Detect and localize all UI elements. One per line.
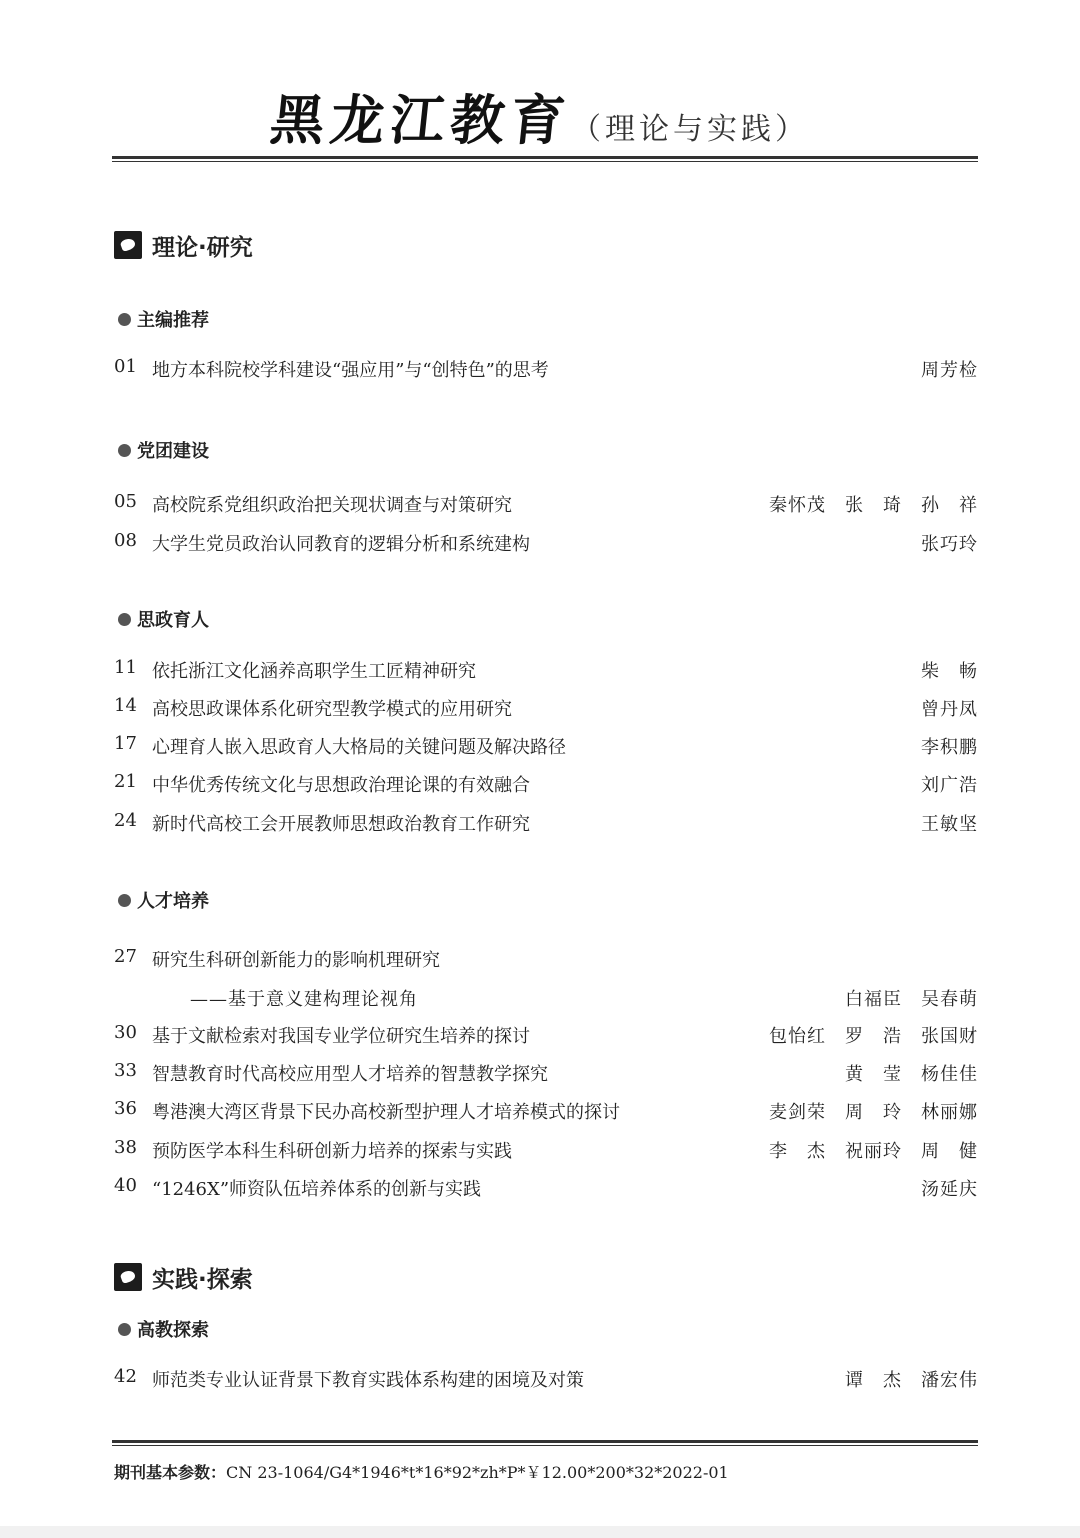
- toc-entry[interactable]: [114, 1022, 978, 1048]
- article-title: 研究生科研创新能力的影响机理研究: [152, 950, 440, 971]
- subsection-title: 主编推荐: [137, 310, 209, 331]
- parameters-label: 期刊基本参数：: [114, 1463, 227, 1482]
- masthead: [0, 78, 1080, 155]
- article-title: 心理育人嵌入思政育人大格局的关键问题及解决路径: [152, 737, 566, 758]
- page-bottom-band: [0, 1526, 1080, 1538]
- article-authors: 王敏坚: [921, 814, 978, 835]
- header-rule-thin: [112, 161, 978, 162]
- footer-rule-thick: [112, 1440, 978, 1443]
- article-title: 高校思政课体系化研究型教学模式的应用研究: [152, 699, 512, 720]
- journal-parameters: [114, 1460, 729, 1483]
- toc-entry[interactable]: [114, 1060, 978, 1086]
- heilongjiang-map-icon: [114, 231, 142, 259]
- article-authors: 张巧玲: [921, 534, 978, 555]
- page-number: 14: [114, 695, 137, 716]
- article-authors: 秦怀茂 张 琦 孙 祥: [769, 495, 978, 516]
- header-rule-thick: [112, 156, 978, 159]
- toc-entry[interactable]: [114, 657, 978, 683]
- article-authors: 谭 杰 潘宏伟: [845, 1370, 978, 1391]
- toc-entry[interactable]: [114, 695, 978, 721]
- page-number: 21: [114, 771, 137, 792]
- article-title: 大学生党员政治认同教育的逻辑分析和系统建构: [152, 534, 530, 555]
- toc-entry[interactable]: [114, 1098, 978, 1124]
- footer-rule-thin: [112, 1445, 978, 1446]
- toc-entry[interactable]: [114, 1137, 978, 1163]
- parameters-value: CN 23-1064/G4*1946*t*16*92*zh*P*￥12.00*200*32*2022-01: [226, 1463, 729, 1482]
- article-authors: 周芳检: [921, 360, 978, 381]
- page-number: 24: [114, 810, 137, 831]
- article-title: 预防医学本科生科研创新力培养的探索与实践: [152, 1141, 512, 1162]
- heilongjiang-map-icon: [114, 1263, 142, 1291]
- article-authors: 白福臣 吴春萌: [845, 989, 978, 1010]
- bullet-icon: [118, 613, 131, 626]
- bullet-icon: [118, 444, 131, 457]
- subsection-editor-recommend: [118, 306, 209, 332]
- toc-entry[interactable]: [114, 491, 978, 517]
- article-authors: 李积鹏: [921, 737, 978, 758]
- article-authors: 曾丹凤: [921, 699, 978, 720]
- article-title: 高校院系党组织政治把关现状调查与对策研究: [152, 495, 512, 516]
- subsection-title: 思政育人: [137, 610, 209, 631]
- article-subtitle: ——基于意义建构理论视角: [190, 989, 418, 1010]
- page-number: 38: [114, 1137, 137, 1158]
- bullet-icon: [118, 313, 131, 326]
- page-number: 01: [114, 356, 137, 377]
- section-practice-exploration: [114, 1262, 253, 1292]
- subsection-title: 人才培养: [137, 891, 209, 912]
- subsection-ideological-education: [118, 606, 209, 632]
- article-authors: 李 杰 祝丽玲 周 健: [769, 1141, 978, 1162]
- toc-entry[interactable]: [114, 771, 978, 797]
- toc-entry[interactable]: [114, 356, 978, 382]
- journal-subtitle: （理论与实践）: [571, 112, 809, 147]
- article-title: 基于文献检索对我国专业学位研究生培养的探讨: [152, 1026, 530, 1047]
- journal-title: 黑龙江教育: [267, 88, 574, 152]
- article-title: 依托浙江文化涵养高职学生工匠精神研究: [152, 661, 476, 682]
- page-number: 42: [114, 1366, 137, 1387]
- article-authors: 柴 畅: [921, 661, 978, 682]
- section-theory-research: [114, 230, 253, 260]
- article-authors: 包怡红 罗 浩 张国财: [769, 1026, 978, 1047]
- toc-entry[interactable]: [114, 530, 978, 556]
- article-title: “1246X”师资队伍培养体系的创新与实践: [152, 1179, 482, 1200]
- section-title: 实践·探索: [152, 1266, 253, 1293]
- toc-entry[interactable]: [114, 733, 978, 759]
- toc-entry-continuation[interactable]: [114, 985, 978, 1011]
- article-authors: 麦剑荣 周 玲 林丽娜: [769, 1102, 978, 1123]
- subsection-title: 党团建设: [137, 441, 209, 462]
- article-authors: 黄 莹 杨佳佳: [845, 1064, 978, 1085]
- page-number: 36: [114, 1098, 137, 1119]
- toc-entry[interactable]: [114, 810, 978, 836]
- article-title: 中华优秀传统文化与思想政治理论课的有效融合: [152, 775, 530, 796]
- page-number: 30: [114, 1022, 137, 1043]
- page-number: 27: [114, 946, 137, 967]
- article-title: 地方本科院校学科建设“强应用”与“创特色”的思考: [152, 360, 549, 381]
- article-title: 师范类专业认证背景下教育实践体系构建的困境及对策: [152, 1370, 584, 1391]
- page-number: 40: [114, 1175, 137, 1196]
- article-authors: 刘广浩: [921, 775, 978, 796]
- toc-entry[interactable]: [114, 946, 978, 972]
- toc-entry[interactable]: [114, 1175, 978, 1201]
- article-authors: 汤延庆: [921, 1179, 978, 1200]
- bullet-icon: [118, 1323, 131, 1336]
- page-number: 33: [114, 1060, 137, 1081]
- article-title: 粤港澳大湾区背景下民办高校新型护理人才培养模式的探讨: [152, 1102, 620, 1123]
- page-number: 08: [114, 530, 137, 551]
- page-number: 05: [114, 491, 137, 512]
- subsection-title: 高教探索: [137, 1320, 209, 1341]
- page-number: 11: [114, 657, 137, 678]
- subsection-talent-cultivation: [118, 887, 209, 913]
- section-title: 理论·研究: [152, 234, 253, 261]
- subsection-higher-education-exploration: [118, 1316, 209, 1342]
- bullet-icon: [118, 894, 131, 907]
- article-title: 智慧教育时代高校应用型人才培养的智慧教学探究: [152, 1064, 548, 1085]
- article-title: 新时代高校工会开展教师思想政治教育工作研究: [152, 814, 530, 835]
- page-number: 17: [114, 733, 137, 754]
- toc-entry[interactable]: [114, 1366, 978, 1392]
- subsection-party-building: [118, 437, 209, 463]
